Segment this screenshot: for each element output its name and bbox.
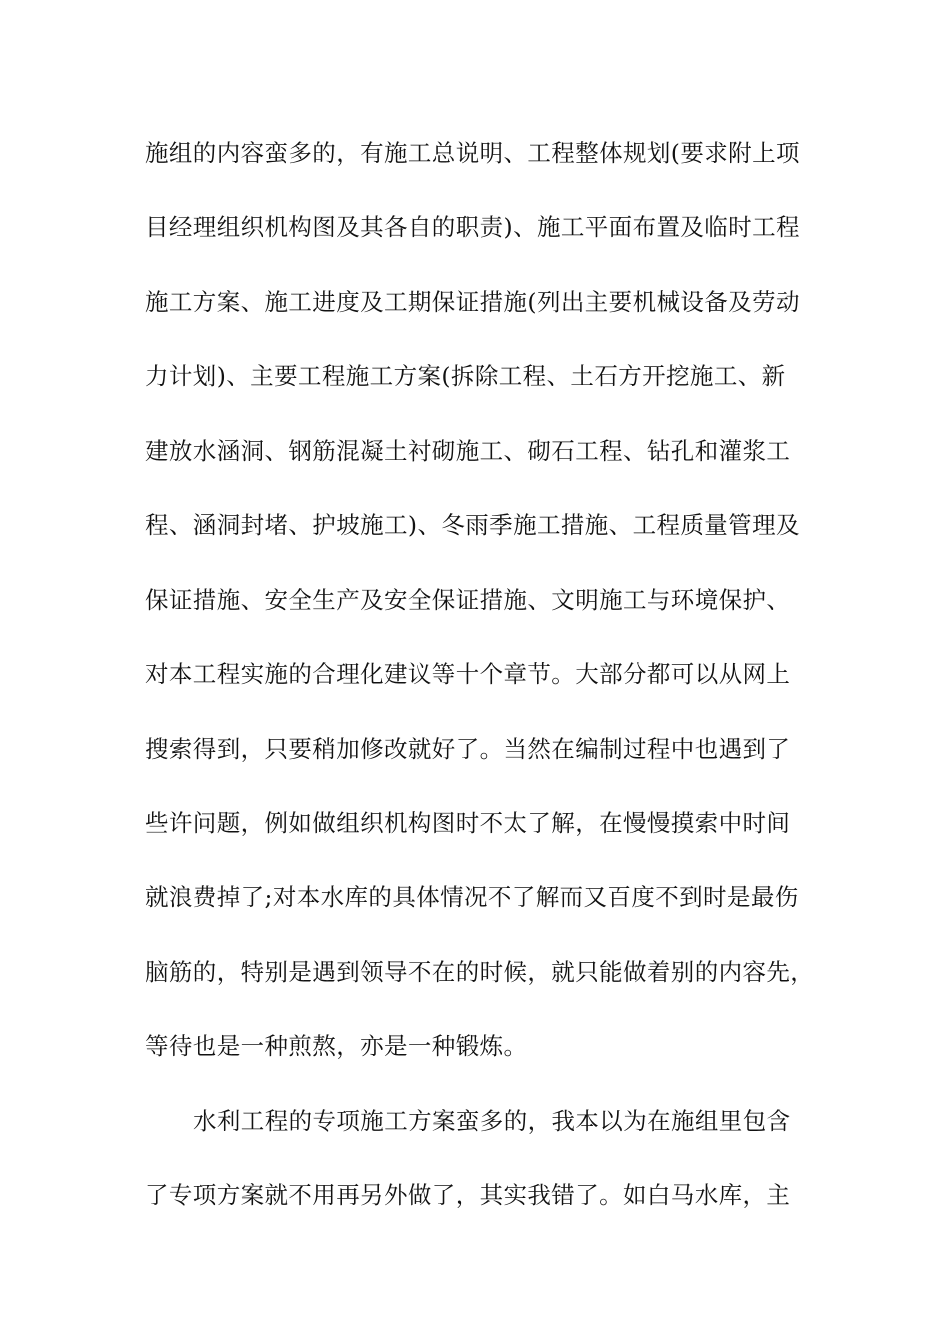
text-line: 等待也是一种煎熬，亦是一种锻炼。 — [145, 1032, 528, 1060]
text-line: 力计划)、主要工程施工方案(拆除工程、土石方开挖施工、新 — [145, 362, 786, 390]
text-line: 保证措施、安全生产及安全保证措施、文明施工与环境保护、 — [145, 586, 791, 614]
text-line: 搜索得到，只要稍加修改就好了。当然在编制过程中也遇到了 — [145, 735, 791, 763]
text-line: 目经理组织机构图及其各自的职责)、施工平面布置及临时工程 — [145, 213, 800, 241]
text-line: 些许问题，例如做组织机构图时不太了解，在慢慢摸索中时间 — [145, 809, 791, 837]
text-line: 水利工程的专项施工方案蛮多的，我本以为在施组里包含 — [193, 1107, 791, 1135]
text-line: 施组的内容蛮多的，有施工总说明、工程整体规划(要求附上项 — [145, 139, 800, 167]
text-line: 对本工程实施的合理化建议等十个章节。大部分都可以从网上 — [145, 660, 791, 688]
text-line: 程、涵洞封堵、护坡施工)、冬雨季施工措施、工程质量管理及 — [145, 511, 800, 539]
text-line: 就浪费掉了;对本水库的具体情况不了解而又百度不到时是最伤 — [145, 883, 799, 911]
text-line: 施工方案、施工进度及工期保证措施(列出主要机械设备及劳动 — [145, 288, 800, 316]
text-line: 脑筋的，特别是遇到领导不在的时候，就只能做着别的内容先， — [145, 958, 815, 986]
text-line: 建放水涵洞、钢筋混凝土衬砌施工、砌石工程、钻孔和灌浆工 — [145, 437, 791, 465]
text-line: 了专项方案就不用再另外做了，其实我错了。如白马水库，主 — [145, 1181, 791, 1209]
